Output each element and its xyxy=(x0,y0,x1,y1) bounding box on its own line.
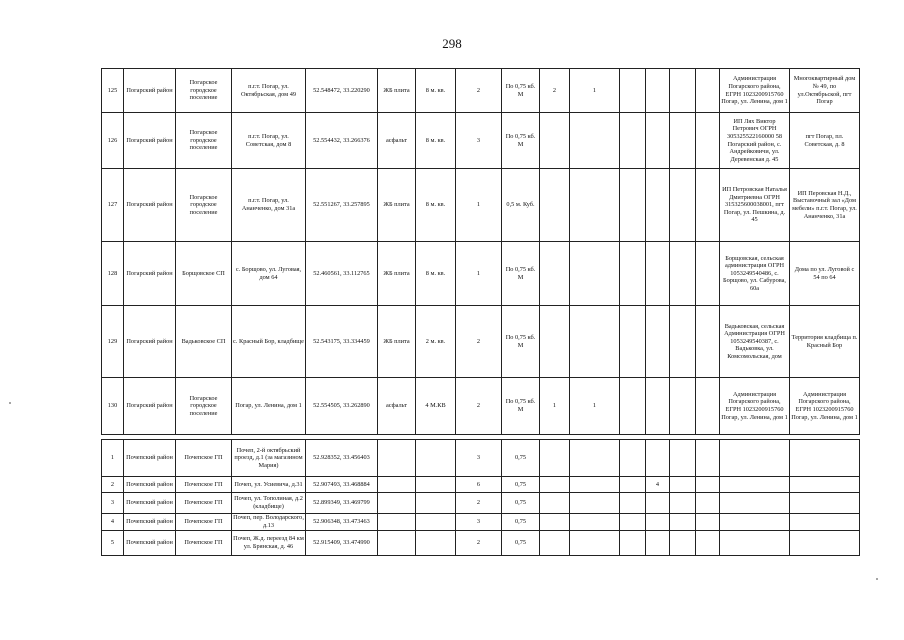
container-count-cell: 2 xyxy=(456,493,502,514)
owner-cell xyxy=(720,514,790,531)
address-cell: с. Борщово, ул. Луговая, дом 64 xyxy=(232,242,306,306)
extra-cell xyxy=(620,69,646,113)
container-count-cell: 6 xyxy=(456,477,502,493)
extra-cell xyxy=(696,440,720,477)
address-cell: Почеп, пер. Володарского, д.13 xyxy=(233,514,304,529)
container-count-cell: 1 xyxy=(456,169,502,242)
address-cell: п.г.т. Погар, ул. Советская, дом 8 xyxy=(232,113,306,169)
district-cell: Почепский район xyxy=(124,514,176,531)
extra-cell: 4 xyxy=(646,477,670,493)
extra-cell: 1 xyxy=(570,69,620,113)
surface-cell xyxy=(378,440,416,477)
row-number: 4 xyxy=(102,514,124,531)
owner-cell xyxy=(720,477,790,493)
extra-cell: 2 xyxy=(540,69,570,113)
owner-cell: Борщовская, сельская администрация ОГРН 1053249540486, с. Борщово, ул. Сабурова, 60а xyxy=(720,242,790,306)
extra-cell xyxy=(670,69,696,113)
surface-cell xyxy=(378,531,416,556)
container-volume-cell: По 0,75 кб. М xyxy=(502,69,540,113)
table-row xyxy=(102,531,860,556)
address-cell: Почеп, ул. Усиевича, д.31 xyxy=(232,477,306,493)
waste-sources-cell xyxy=(790,477,860,493)
extra-cell xyxy=(646,440,670,477)
registry-table-pochep xyxy=(101,439,860,556)
table-row xyxy=(102,306,860,378)
coordinates-cell: 52.928352, 33.456403 xyxy=(306,440,378,477)
waste-sources-cell: Многоквартирный дом № 49, по ул.Октябрьской, пгт Погар xyxy=(790,69,860,113)
surface-cell xyxy=(378,514,416,531)
area-cell: 8 м. кв. xyxy=(416,242,456,306)
extra-cell xyxy=(620,493,646,514)
container-count-cell: 3 xyxy=(456,514,502,531)
container-volume-cell: По 0,75 кб. М xyxy=(502,242,540,306)
extra-cell xyxy=(620,378,646,435)
table-row xyxy=(102,493,860,514)
container-volume-cell: 0,75 xyxy=(502,531,540,556)
container-count-cell: 3 xyxy=(456,113,502,169)
extra-cell xyxy=(646,493,670,514)
row-number: 129 xyxy=(102,306,124,378)
extra-cell xyxy=(696,477,720,493)
waste-sources-cell: Администрация Погарского района, ЕГРН 1023200915760 Погар, ул. Ленина, дом 1 xyxy=(790,378,860,435)
container-count-cell: 2 xyxy=(456,378,502,435)
address-cell: Почеп, ул. Тополиная, д.2 (кладбище) xyxy=(232,493,306,514)
extra-cell xyxy=(570,242,620,306)
address-cell: Погар, ул. Ленина, дом 1 xyxy=(232,378,306,435)
table-row xyxy=(102,477,860,493)
extra-cell xyxy=(620,113,646,169)
extra-cell xyxy=(570,113,620,169)
extra-cell xyxy=(646,242,670,306)
waste-sources-cell: ИП Перовская Н.Д., Выставочный зал «Дом мебели» п.г.т. Погар, ул. Ананченко, 31а xyxy=(790,169,860,242)
page-number: 298 xyxy=(442,36,462,51)
surface-cell xyxy=(378,477,416,493)
owner-cell: Администрация Погарского района, ЕГРН 1023200915760 Погар, ул. Ленина, дом 1 xyxy=(720,69,790,113)
row-number: 1 xyxy=(102,440,124,477)
extra-cell xyxy=(620,306,646,378)
district-cell: Погарский район xyxy=(124,378,176,435)
area-cell xyxy=(416,514,456,531)
settlement-cell: Борщовское СП xyxy=(176,242,232,306)
district-cell: Почепский район xyxy=(124,477,176,493)
scan-speck xyxy=(876,578,878,580)
waste-sources-cell xyxy=(790,514,860,531)
row-number: 128 xyxy=(102,242,124,306)
extra-cell xyxy=(670,477,696,493)
owner-cell: Администрация Погарского района, ЕГРН 1023200915760 Погар, ул. Ленина, дом 1 xyxy=(720,378,790,435)
settlement-cell: Вадьковское СП xyxy=(176,306,232,378)
owner-cell xyxy=(720,493,790,514)
table-row xyxy=(102,440,860,477)
table-row xyxy=(102,242,860,306)
district-cell: Погарский район xyxy=(124,242,176,306)
owner-cell xyxy=(720,531,790,556)
extra-cell xyxy=(540,306,570,378)
container-count-cell: 3 xyxy=(456,440,502,477)
extra-cell xyxy=(696,113,720,169)
extra-cell xyxy=(540,493,570,514)
coordinates-cell: 52.907493, 33.468884 xyxy=(306,477,378,493)
container-volume-cell: 0,5 м. Куб. xyxy=(502,169,540,242)
extra-cell xyxy=(696,531,720,556)
surface-cell: ЖБ плита xyxy=(378,169,416,242)
area-cell xyxy=(416,440,456,477)
table-row xyxy=(102,514,860,531)
district-cell: Почепский район xyxy=(124,440,176,477)
row-number: 130 xyxy=(102,378,124,435)
row-number: 126 xyxy=(102,113,124,169)
area-cell: 8 м. кв. xyxy=(416,69,456,113)
extra-cell xyxy=(570,306,620,378)
extra-cell xyxy=(670,531,696,556)
extra-cell: 1 xyxy=(570,378,620,435)
extra-cell xyxy=(696,493,720,514)
extra-cell xyxy=(620,531,646,556)
container-volume-cell: По 0,75 кб. М xyxy=(502,378,540,435)
address-cell: п.г.т. Погар, ул. Ананченко, дом 31а xyxy=(232,169,306,242)
area-cell: 8 м. кв. xyxy=(416,169,456,242)
extra-cell xyxy=(696,378,720,435)
row-number: 127 xyxy=(102,169,124,242)
extra-cell xyxy=(620,242,646,306)
settlement-cell: Почепское ГП xyxy=(176,440,232,477)
extra-cell xyxy=(620,514,646,531)
row-number: 125 xyxy=(102,69,124,113)
district-cell: Погарский район xyxy=(124,169,176,242)
extra-cell xyxy=(670,242,696,306)
extra-cell xyxy=(646,306,670,378)
extra-cell xyxy=(540,477,570,493)
extra-cell xyxy=(696,306,720,378)
waste-sources-cell xyxy=(790,493,860,514)
waste-sources-cell: Территория кладбища п. Красный Бор xyxy=(790,306,860,378)
container-count-cell: 2 xyxy=(456,531,502,556)
coordinates-cell: 52.551267, 33.257895 xyxy=(306,169,378,242)
coordinates-cell: 52.554432, 33.266376 xyxy=(306,113,378,169)
extra-cell xyxy=(620,477,646,493)
coordinates-cell: 52.554505, 33.262890 xyxy=(306,378,378,435)
extra-cell xyxy=(570,514,620,531)
waste-sources-cell: Дома по ул. Луговой с 54 по 64 xyxy=(790,242,860,306)
extra-cell xyxy=(670,514,696,531)
extra-cell xyxy=(696,242,720,306)
coordinates-cell: 52.460561, 33.112765 xyxy=(306,242,378,306)
settlement-cell: Погарское городское поселение xyxy=(176,113,232,169)
extra-cell xyxy=(540,531,570,556)
district-cell: Погарский район xyxy=(124,306,176,378)
extra-cell xyxy=(570,169,620,242)
table-row xyxy=(102,113,860,169)
settlement-cell: Погарское городское поселение xyxy=(176,169,232,242)
scan-speck xyxy=(9,402,11,404)
extra-cell xyxy=(646,531,670,556)
district-cell: Погарский район xyxy=(124,69,176,113)
area-cell: 4 М.КВ xyxy=(416,378,456,435)
extra-cell xyxy=(646,69,670,113)
container-volume-cell: По 0,75 кб. М xyxy=(502,113,540,169)
table-row xyxy=(102,378,860,435)
extra-cell xyxy=(620,169,646,242)
extra-cell xyxy=(540,514,570,531)
surface-cell: ЖБ плита xyxy=(378,306,416,378)
container-volume-cell: 0,75 xyxy=(502,477,540,493)
container-volume-cell: По 0,75 кб. М xyxy=(502,306,540,378)
extra-cell xyxy=(570,531,620,556)
extra-cell xyxy=(696,514,720,531)
extra-cell xyxy=(540,440,570,477)
table-row xyxy=(102,169,860,242)
extra-cell xyxy=(646,514,670,531)
area-cell xyxy=(416,531,456,556)
container-count-cell: 2 xyxy=(456,306,502,378)
row-number: 3 xyxy=(102,493,124,514)
surface-cell: ЖБ плита xyxy=(378,69,416,113)
extra-cell xyxy=(670,440,696,477)
district-cell: Погарский район xyxy=(124,113,176,169)
coordinates-cell: 52.906348, 33.473463 xyxy=(306,514,378,531)
row-number: 5 xyxy=(102,531,124,556)
surface-cell: асфальт xyxy=(378,378,416,435)
coordinates-cell: 52.548472, 33.220290 xyxy=(306,69,378,113)
extra-cell xyxy=(570,440,620,477)
surface-cell xyxy=(378,493,416,514)
waste-sources-cell xyxy=(790,440,860,477)
waste-sources-cell: пгт Погар, пл. Советская, д. 8 xyxy=(790,113,860,169)
extra-cell xyxy=(540,113,570,169)
area-cell xyxy=(416,477,456,493)
container-volume-cell: 0,75 xyxy=(502,514,540,531)
extra-cell xyxy=(670,113,696,169)
extra-cell xyxy=(646,113,670,169)
settlement-cell: Погарское городское поселение xyxy=(176,69,232,113)
coordinates-cell: 52.543175, 33.334459 xyxy=(306,306,378,378)
owner-cell: ИП Петровская Наталья Дмитриевна ОГРН 315325600038001, пгт Погар, ул. Пешкина, д. 45 xyxy=(720,169,790,242)
area-cell: 2 м. кв. xyxy=(416,306,456,378)
extra-cell xyxy=(570,493,620,514)
surface-cell: асфальт xyxy=(378,113,416,169)
extra-cell xyxy=(646,169,670,242)
extra-cell xyxy=(570,477,620,493)
area-cell: 8 м. кв. xyxy=(416,113,456,169)
owner-cell: ИП Лях Виктор Петрович ОГРН 305325522160000 58 Погарский район, с. Андрейковичи, ул. Деревенская д. 45 xyxy=(720,113,790,169)
extra-cell xyxy=(646,378,670,435)
container-count-cell: 1 xyxy=(456,242,502,306)
waste-sources-cell xyxy=(790,531,860,556)
settlement-cell: Почепское ГП xyxy=(176,531,232,556)
extra-cell xyxy=(540,169,570,242)
settlement-cell: Почепское ГП xyxy=(176,477,232,493)
coordinates-cell: 52.915409, 33.474990 xyxy=(306,531,378,556)
row-number: 2 xyxy=(102,477,124,493)
extra-cell xyxy=(540,242,570,306)
extra-cell xyxy=(670,306,696,378)
surface-cell: ЖБ плита xyxy=(378,242,416,306)
extra-cell xyxy=(696,169,720,242)
address-cell: с. Красный Бор, кладбище xyxy=(232,306,306,378)
district-cell: Почепский район xyxy=(124,493,176,514)
settlement-cell: Погарское городское поселение xyxy=(176,378,232,435)
address-cell: п.г.т. Погар, ул. Октябрьская, дом 49 xyxy=(232,69,306,113)
coordinates-cell: 52.899349, 33.469799 xyxy=(306,493,378,514)
extra-cell: 1 xyxy=(540,378,570,435)
area-cell xyxy=(416,493,456,514)
container-volume-cell: 0,75 xyxy=(502,440,540,477)
extra-cell xyxy=(696,69,720,113)
settlement-cell: Почепское ГП xyxy=(176,493,232,514)
district-cell: Почепский район xyxy=(124,531,176,556)
address-cell: Почеп, Ж.д. переезд 84 км ул. Брянская, д. 46 xyxy=(232,531,306,556)
owner-cell: Вадьковская, сельская Администрация ОГРН 1053249540387, с. Вадьковка, ул. Комсомольская, дом xyxy=(720,306,790,378)
table-row xyxy=(102,69,860,113)
container-count-cell: 2 xyxy=(456,69,502,113)
extra-cell xyxy=(670,378,696,435)
address-cell: Почеп, 2-й октябрьский проезд, д.1 (за магазином Мария) xyxy=(232,440,306,477)
settlement-cell: Почепское ГП xyxy=(176,514,232,531)
extra-cell xyxy=(670,169,696,242)
registry-table-pogar xyxy=(101,68,860,435)
owner-cell xyxy=(720,440,790,477)
extra-cell xyxy=(670,493,696,514)
container-volume-cell: 0,75 xyxy=(502,493,540,514)
extra-cell xyxy=(620,440,646,477)
